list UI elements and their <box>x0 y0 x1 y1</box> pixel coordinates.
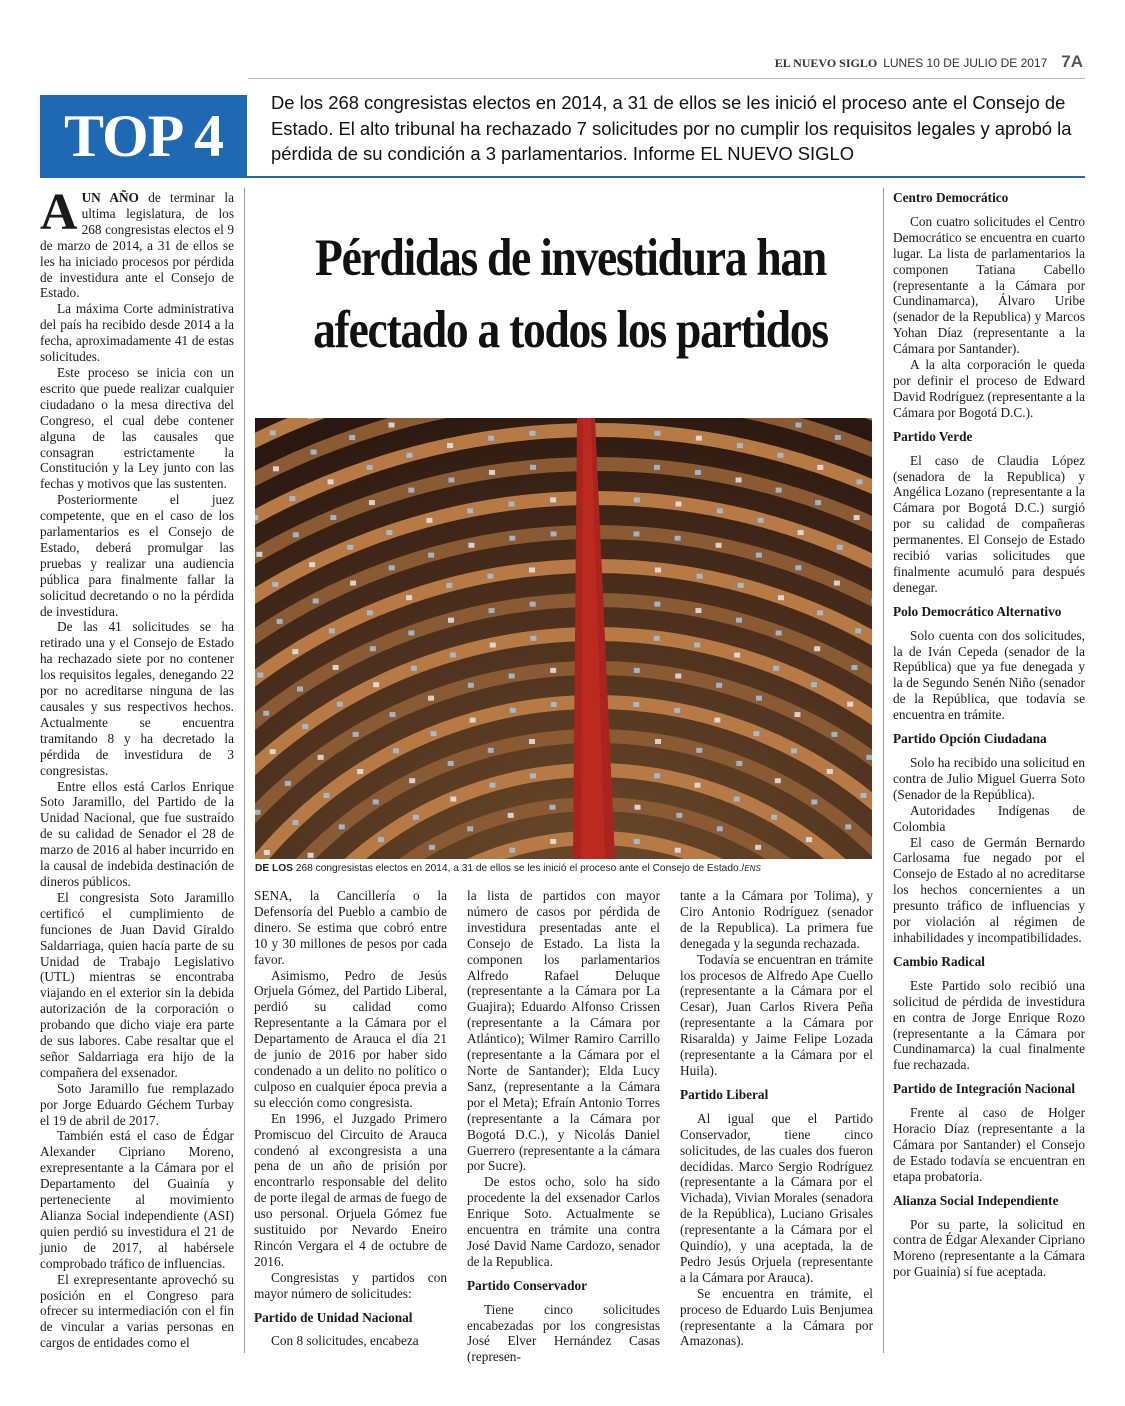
article-paragraph: Congresistas y partidos con mayor número de solicitudes: <box>254 1269 447 1301</box>
article-paragraph: El caso de Germán Bernardo Carlosama fue negado por el Consejo de Estado al no acreditarse los hechos concernientes a un presunto tráfico de influencias y por violación al régimen de inhabilidades y incompatibilidades. <box>893 834 1085 945</box>
party-subhead: Partido de Unidad Nacional <box>254 1309 413 1325</box>
column-divider <box>244 188 245 1353</box>
congress-photo <box>255 418 872 859</box>
article-paragraph: Todavía se encuentran en trámite los procesos de Alfredo Ape Cuello (representante a la Cámara por el Cesar), Juan Carlos Rivera Peña (representante a la Cámara por Risaralda) y Jaime Felipe Lozada (representante a la Cámara por el Huila). <box>680 951 873 1078</box>
article-column-4 <box>680 888 873 1349</box>
article-column-3 <box>467 888 660 1365</box>
article-paragraph: SENA, la Cancillería o la Defensoría del Pueblo a cambio de dinero. Se estima que cobró entre 10 y 30 millones de pesos por cada favor. <box>254 888 447 967</box>
congress-chamber-image <box>255 418 872 859</box>
section-rule <box>247 176 1085 178</box>
article-paragraph: Soto Jaramillo fue remplazado por Jorge Eduardo Géchem Turbay el 19 de abril de 2017. <box>40 1080 234 1128</box>
party-subhead: Cambio Radical <box>893 953 985 969</box>
party-subhead: Partido Liberal <box>680 1086 769 1102</box>
party-subhead: Partido de Integración Nacional <box>893 1081 1076 1097</box>
drop-cap: A <box>40 184 78 241</box>
article-paragraph: Solo cuenta con dos solicitudes, la de Iván Cepeda (senador de la República) que ya fue denegada y la de Segundo Senén Niño (senador de la República, que todavía se encuentra en trámite. <box>893 627 1085 723</box>
article-column-5 <box>893 190 1085 1280</box>
article-paragraph: La máxima Corte administrativa del país ha recibido desde 2014 a la fecha, aproximadamente 41 de estas solicitudes. <box>40 301 234 365</box>
photo-caption: DE LOS 268 congresistas electos en 2014, a 31 de ellos se les inició el proceso ante el Consejo de Estado./ENS <box>255 863 761 874</box>
article-paragraph: De estos ocho, solo ha sido procedente la del exsenador Carlos Enrique Soto. Actualmente se encuentra en trámite una contra José David Name Cardozo, senador de la Republica. <box>467 1174 660 1269</box>
article-paragraph: Posteriormente el juez competente, que en el caso de los parlamentarios es el Consejo de Estado, deberá promulgar las pruebas y realizar una audiencia pública para finalmente fallar la solicitud decretando o no la pérdida de investidura. <box>40 492 234 619</box>
article-headline: Pérdidas de investidura han afectado a todos los partidos <box>313 228 828 359</box>
page-number: 7A <box>1061 52 1083 71</box>
article-paragraph: la lista de partidos con mayor número de casos por pérdida de investidura presentadas ante el Consejo de Estado. La lista la componen los parlamentarios Alfredo Rafael Deluque (representante a la Cámara por La Guajira); Eduardo Alfonso Crissen (representante a la Cámara por Atlántico); Wilmer Ramiro Carrillo (representante a la Cámara por el Norte de Santander); Elda Lucy Sanz, (representante a la Cámara por el Meta); Efraín Antonio Torres (representante a la Cámara por Bogotá D.C.), y Nicolás Daniel Guerrero (representante a la cámara por Sucre). <box>467 888 660 1174</box>
article-paragraph: Solo ha recibido una solicitud en contra de Julio Miguel Guerra Soto (Senador de la República). <box>893 755 1085 802</box>
article-paragraph: En 1996, el Juzgado Primero Promiscuo del Circuito de Arauca condenó al excongresista a una pena de un año de prisión por encontrarlo responsable del delito de porte ilegal de armas de fuego de uso personal. Orjuela Gómez fue sustituido por Nevardo Eneiro Rincón Vergara el 4 de octubre de 2016. <box>254 1110 447 1269</box>
header-rule <box>248 78 1085 79</box>
article-paragraph: Este Partido solo recibió una solicitud de pérdida de investidura en contra de Jorge Enrique Rozo (representante a la Cámara por Cundinamarca) la cual finalmente fue rechazada. <box>893 977 1085 1073</box>
article-paragraph: Con 8 solicitudes, encabeza <box>271 1333 419 1349</box>
article-paragraph: AUN AÑO de terminar la ultima legislatura, de los 268 congresistas electos el 9 de marzo de 2014, a 31 de ellos se les ha iniciado procesos por pérdida de investidura ante el Consejo de Estado. <box>40 184 234 301</box>
article-paragraph: El exrepresentante aprovechó su posición en el Congreso para ofrecer su intermediación con el fin de vincular a varias personas en cargos de entidades como el <box>40 1271 234 1351</box>
party-subhead: Partido Opción Ciudadana <box>893 731 1047 747</box>
article-paragraph: El congresista Soto Jaramillo certificó el cumplimiento de funciones de Juan David Giraldo Saldarriaga, quien hacía parte de su Unidad de Trabajo Legislativo (UTL) mientras se encontraba viajando en el exterior sin la debida autorización de la corporación o probando que dicho viaje era parte de sus labores. Cabe resaltar que el señor Saldarriaga era hijo de la compañera del exsenador. <box>40 889 234 1080</box>
article-paragraph: El caso de Claudia López (senadora de la Republica) y Angélica Lozano (representante a la Cámara por Bogotá D.C.) surgió por su calidad de compañeras permanentes. El Consejo de Estado recibió varias solicitudes que finalmente acumuló para después denegar. <box>893 452 1085 595</box>
article-paragraph: También está el caso de Édgar Alexander Cipriano Moreno, exrepresentante a la Cámara por el Departamento del Guainía y perteneciente al movimiento Alianza Social independiente (ASI) quien perdió su investidura el 21 de junio de 2017, al habérsele comprobado tráfico de influencias. <box>40 1128 234 1271</box>
article-column-2 <box>254 888 447 1349</box>
article-column-1 <box>40 184 234 1351</box>
party-subhead: Polo Democrático Alternativo <box>893 603 1062 619</box>
publication-date: LUNES 10 DE JULIO DE 2017 <box>883 56 1048 70</box>
article-paragraph: Al igual que el Partido Conservador, tiene cinco solicitudes, de las cuales dos fueron decididas. Marco Sergio Rodríguez (representante a la Cámara por el Vichada), Vivian Morales (senadora de la República), Luciano Grisales (representante a la Cámara por el Quindío), y una aceptada, la de Pedro Jesús Orjuela (representante a la Cámara por Arauca). <box>680 1110 873 1285</box>
article-paragraph: tante a la Cámara por Tolima), y Ciro Antonio Rodríguez (senador de la Republica). La primera fue denegada y la segunda rechazada. <box>680 888 873 951</box>
article-paragraph: A la alta corporación le queda por definir el proceso de Edward David Rodríguez (representante a la Cámara por Bogotá D.C.). <box>893 357 1085 420</box>
page-folio <box>775 52 1083 72</box>
article-paragraph: Frente al caso de Holger Horacio Díaz (representante a la Cámara por Santander) el Consejo de Estado todavía se encuentran en etapa probatoria. <box>893 1105 1085 1184</box>
article-paragraph: Por su parte, la solicitud en contra de Édgar Alexander Cipriano Moreno (representante a la Cámara por Guainía) sí fue aceptada. <box>893 1216 1085 1280</box>
article-paragraph: Autoridades Indígenas de Colombia <box>893 802 1085 834</box>
article-deck: De los 268 congresistas electos en 2014, a 31 de ellos se les inició el proceso ante el Consejo de Estado. El alto tribunal ha rechazado 7 solicitudes por no cumplir los requisitos legales y aprobó la pérdida de su condición a 3 parlamentarios. Informe EL NUEVO SIGLO <box>271 92 1072 164</box>
article-paragraph: Asimismo, Pedro de Jesús Orjuela Gómez, del Partido Liberal, perdió su calidad como Representante a la Cámara por el Departamento de Arauca el día 21 de junio de 2016 por haber sido condenado a un delito no político o culposo en cualquier época previa a su elección como congresista. <box>254 967 447 1110</box>
article-paragraph: Entre ellos está Carlos Enrique Soto Jaramillo, del Partido de la Unidad Nacional, que fue sustraído de su calidad de Senador el 28 de marzo de 2016 al haber incurrido en la causal de indebida destinación de dineros públicos. <box>40 778 234 889</box>
article-paragraph: Tiene cinco solicitudes encabezadas por los congresistas José Elver Hernández Casas (represen- <box>467 1301 660 1365</box>
section-box: TOP 4 <box>40 95 247 178</box>
article-paragraph: De las 41 solicitudes se ha retirado una y el Consejo de Estado ha rechazado siete por no contener los requisitos legales, denegando 22 por no acreditarse ninguna de las causales y sus respectivos hechos. Actualmente se encuentra tramitando 8 y ha decretado la pérdida de investidura de 3 congresistas. <box>40 619 234 778</box>
article-paragraph: Se encuentra en trámite, el proceso de Eduardo Luis Benjumea (representante a la Cámara por Amazonas). <box>680 1285 873 1349</box>
column-divider <box>883 188 884 1353</box>
publication-name: EL NUEVO SIGLO <box>774 56 878 70</box>
party-subhead: Alianza Social Independiente <box>893 1192 1059 1208</box>
party-subhead: Partido Conservador <box>467 1277 588 1293</box>
party-subhead: Centro Democrático <box>893 190 1009 205</box>
article-paragraph: Con cuatro solicitudes el Centro Democrático se encuentra en cuarto lugar. La lista de parlamentarios la componen Tatiana Cabello (representante a la Cámara por Cundinamarca), Álvaro Uribe (senador de la Republica) y Marcos Yohan Díaz (representante a la Cámara por Santander). <box>893 213 1085 357</box>
article-paragraph: Este proceso se inicia con un escrito que puede realizar cualquier ciudadano o la mesa directiva del Congreso, el cual debe contener alguna de las causales que consagran estrictamente la Constitución y la Ley junto con las fechas y motivos que las sustenten. <box>40 364 234 492</box>
party-subhead: Partido Verde <box>893 428 973 444</box>
